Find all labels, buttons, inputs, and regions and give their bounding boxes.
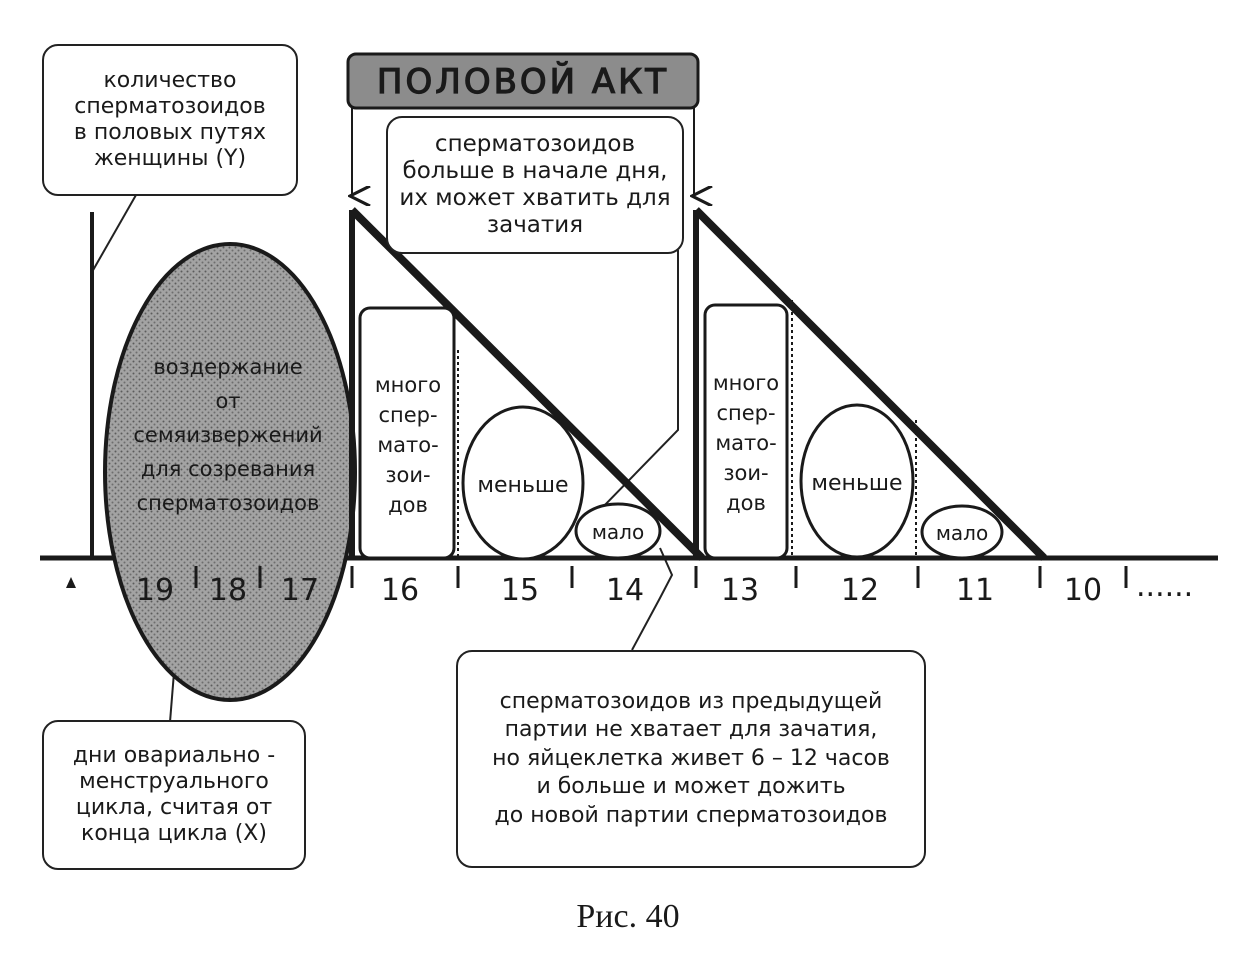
abstinence-line: воздержание	[153, 355, 303, 379]
day-number: 13	[720, 573, 760, 608]
day-number: 19	[135, 573, 175, 608]
abstinence-line: от	[215, 389, 241, 413]
many-line: много	[712, 371, 780, 395]
batch1-fewer-label: меньше	[477, 473, 569, 498]
day-number: 10	[1063, 573, 1103, 608]
batch2-few-label: мало	[935, 521, 989, 545]
many-line: много	[374, 373, 442, 397]
abstinence-line: семяизвержений	[133, 423, 323, 447]
day-number: 11	[955, 573, 995, 608]
many-line: спер-	[378, 403, 438, 427]
many-line: спер-	[716, 401, 776, 425]
leader-y-axis	[92, 188, 140, 272]
day-number: 17	[280, 573, 320, 608]
figure-caption: Рис. 40	[576, 898, 680, 935]
abstinence-line: для созревания	[140, 457, 316, 481]
batch2-fewer-label: меньше	[811, 471, 903, 496]
axis-start-arrow	[66, 577, 76, 588]
day-number: 12	[840, 573, 880, 608]
many-line: мато-	[715, 431, 777, 455]
axis-ellipsis: ......	[1136, 569, 1194, 604]
many-line: зои-	[385, 463, 431, 487]
batch1-few-label: мало	[591, 520, 645, 544]
many-line: зои-	[723, 461, 769, 485]
day-number: 15	[500, 573, 540, 608]
day-number: 14	[605, 573, 645, 608]
abstinence-line: сперматозоидов	[136, 491, 320, 515]
banner-title: ПОЛОВОЙ АКТ	[376, 62, 670, 102]
callout-x-axis: дни овариально - менструального цикла, считая от конца цикла (X)	[42, 720, 306, 870]
day-number: 16	[380, 573, 420, 608]
callout-y-axis: количество сперматозоидов в половых путях женщины (Y)	[42, 44, 298, 196]
callout-previous-batch: сперматозоидов из предыдущей партии не хватает для зачатия, но яйцеклетка живет 6 – 12 часов и больше и может дожить до новой партии сперматозоидов	[456, 650, 926, 868]
callout-start-of-day: сперматозоидов больше в начале дня, их может хватить для зачатия	[386, 116, 684, 254]
many-line: дов	[726, 491, 766, 515]
day-number: 18	[208, 573, 248, 608]
many-line: дов	[388, 493, 428, 517]
many-line: мато-	[377, 433, 439, 457]
